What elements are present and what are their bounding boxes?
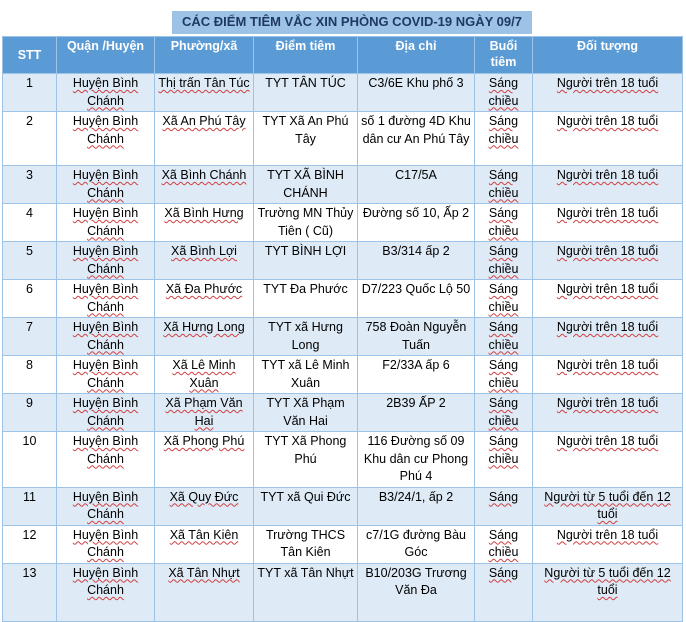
target-cell — [533, 318, 683, 356]
site-cell — [254, 487, 358, 525]
target-cell-text: Người trên 18 tuổi — [556, 244, 659, 258]
ward-cell — [155, 563, 254, 621]
district-cell — [57, 280, 155, 318]
district-cell-text: Huyện Bình Chánh — [72, 489, 139, 521]
site-cell — [254, 74, 358, 112]
session-cell — [475, 563, 533, 621]
row-number — [3, 166, 57, 204]
district-cell — [57, 525, 155, 563]
address-cell — [358, 356, 475, 394]
site-cell — [254, 318, 358, 356]
site-cell-text: TYT xã Lê Minh Xuân — [261, 358, 350, 390]
session-cell-text: Sáng chiều — [488, 396, 519, 428]
address-cell — [358, 318, 475, 356]
site-cell — [254, 432, 358, 488]
district-cell — [57, 563, 155, 621]
site-cell-text: TYT xã Qui Đức — [260, 489, 351, 504]
session-cell — [475, 112, 533, 166]
site-cell — [254, 394, 358, 432]
table-row — [3, 166, 683, 204]
district-cell — [57, 74, 155, 112]
ward-cell — [155, 394, 254, 432]
address-cell-text: B10/203G Trương Văn Đa — [365, 565, 467, 597]
site-cell — [254, 204, 358, 242]
row-number — [3, 356, 57, 394]
target-cell-text: Người trên 18 tuổi — [556, 206, 659, 220]
target-cell — [533, 204, 683, 242]
ward-cell — [155, 166, 254, 204]
site-cell-text: TYT xã Tân Nhựt — [257, 565, 354, 580]
header-target: Đối tượng — [533, 37, 683, 74]
district-cell — [57, 356, 155, 394]
district-cell-text: Huyện Bình Chánh — [72, 244, 139, 276]
address-cell-text: 758 Đoàn Nguyễn Tuấn — [365, 320, 467, 352]
district-cell-text: Huyện Bình Chánh — [72, 565, 139, 597]
row-number-text: 6 — [26, 282, 33, 296]
header-ward: Phường/xã — [155, 37, 254, 74]
address-cell-text: 116 Đường số 09 Khu dân cư Phong Phú 4 — [363, 434, 469, 483]
district-cell — [57, 204, 155, 242]
district-cell-text: Huyện Bình Chánh — [72, 434, 139, 466]
district-cell-text: Huyện Bình Chánh — [72, 396, 139, 428]
session-cell — [475, 487, 533, 525]
session-cell-text: Sáng chiều — [488, 114, 519, 146]
row-number-text: 4 — [26, 206, 33, 220]
ward-cell — [155, 525, 254, 563]
target-cell — [533, 280, 683, 318]
table-row — [3, 525, 683, 563]
row-number-text: 10 — [22, 434, 37, 448]
target-cell-text: Người từ 5 tuổi đến 12 tuổi — [544, 565, 671, 597]
address-cell-text: số 1 đường 4D Khu dân cư An Phú Tây — [361, 114, 471, 146]
row-number-text: 12 — [22, 527, 37, 542]
session-cell — [475, 318, 533, 356]
target-cell-text: Người trên 18 tuổi — [556, 434, 659, 448]
address-cell — [358, 487, 475, 525]
target-cell-text: Người trên 18 tuổi — [556, 320, 659, 334]
session-cell-text: Sáng chiều — [488, 358, 519, 390]
ward-cell-text: Xã Tân Nhựt — [168, 565, 240, 580]
table-row — [3, 394, 683, 432]
ward-cell-text: Xã An Phú Tây — [162, 114, 246, 128]
session-cell — [475, 242, 533, 280]
session-cell-text: Sáng chiều — [488, 76, 519, 108]
vaccination-table — [2, 36, 683, 622]
district-cell-text: Huyện Bình Chánh — [72, 527, 139, 559]
session-cell-text: Sáng chiều — [488, 320, 519, 352]
ward-cell — [155, 280, 254, 318]
address-cell-text: c7/1G đường Bàu Góc — [366, 527, 466, 559]
address-cell — [358, 525, 475, 563]
ward-cell — [155, 204, 254, 242]
address-cell — [358, 204, 475, 242]
address-cell-text: F2/33A ấp 6 — [382, 358, 450, 372]
address-cell-text: 2B39 ẤP 2 — [386, 396, 446, 410]
table-row — [3, 280, 683, 318]
ward-cell — [155, 432, 254, 488]
ward-cell-text: Xã Phạm Văn Hai — [165, 396, 243, 428]
row-number — [3, 112, 57, 166]
table-row — [3, 112, 683, 166]
address-cell — [358, 563, 475, 621]
ward-cell-text: Xã Phong Phú — [163, 434, 245, 448]
row-number-text: 3 — [26, 168, 33, 182]
table-row — [3, 487, 683, 525]
site-cell — [254, 242, 358, 280]
district-cell-text: Huyện Bình Chánh — [72, 282, 139, 314]
district-cell-text: Huyện Bình Chánh — [72, 114, 139, 146]
site-cell-text: Trường MN Thủy Tiên ( Cũ) — [257, 206, 354, 238]
address-cell-text: C3/6E Khu phố 3 — [368, 76, 464, 90]
site-cell-text: Trường THCS Tân Kiên — [265, 527, 346, 559]
row-number-text: 7 — [26, 320, 33, 334]
site-cell — [254, 525, 358, 563]
target-cell — [533, 487, 683, 525]
table-row — [3, 356, 683, 394]
address-cell — [358, 74, 475, 112]
session-cell-text: Sáng chiều — [488, 434, 519, 466]
site-cell-text: TYT Xã Phạm Văn Hai — [266, 396, 345, 428]
district-cell-text: Huyện Bình Chánh — [72, 320, 139, 352]
session-cell — [475, 204, 533, 242]
district-cell-text: Huyện Bình Chánh — [72, 206, 139, 238]
target-cell — [533, 112, 683, 166]
title-area — [0, 0, 686, 34]
row-number — [3, 242, 57, 280]
site-cell — [254, 563, 358, 621]
table-body — [3, 74, 683, 622]
page-title: CÁC ĐIỂM TIÊM VẮC XIN PHÒNG COVID-19 NGÀY 09/7 — [172, 11, 532, 34]
row-number-text: 9 — [26, 396, 33, 410]
row-number — [3, 394, 57, 432]
site-cell — [254, 112, 358, 166]
table-row — [3, 74, 683, 112]
address-cell — [358, 166, 475, 204]
ward-cell-text: Xã Bình Lợi — [171, 244, 237, 258]
target-cell-text: Người trên 18 tuổi — [556, 396, 659, 410]
header-stt: STT — [3, 37, 57, 74]
address-cell — [358, 112, 475, 166]
header-district: Quận /Huyện — [57, 37, 155, 74]
address-cell — [358, 280, 475, 318]
ward-cell — [155, 242, 254, 280]
row-number — [3, 563, 57, 621]
target-cell — [533, 432, 683, 488]
target-cell-text: Người trên 18 tuổi — [556, 527, 659, 542]
session-cell-text: Sáng chiều — [488, 282, 519, 314]
site-cell — [254, 280, 358, 318]
session-cell-text: Sáng chiều — [488, 527, 519, 559]
row-number-text: 1 — [26, 76, 33, 90]
session-cell-text: Sáng — [488, 565, 519, 580]
address-cell — [358, 432, 475, 488]
district-cell — [57, 166, 155, 204]
ward-cell-text: Xã Lê Minh Xuân — [172, 358, 236, 390]
address-cell-text: C17/5A — [395, 168, 437, 182]
address-cell — [358, 394, 475, 432]
address-cell-text: D7/223 Quốc Lộ 50 — [361, 282, 471, 296]
header-row — [3, 37, 683, 74]
site-cell-text: TYT BÌNH LỢI — [264, 244, 347, 258]
row-number — [3, 74, 57, 112]
ward-cell-text: Thị trấn Tân Túc — [158, 76, 250, 90]
table-row — [3, 563, 683, 621]
target-cell-text: Người trên 18 tuổi — [556, 114, 659, 128]
session-cell-text: Sáng chiều — [488, 206, 519, 238]
ward-cell — [155, 112, 254, 166]
row-number — [3, 487, 57, 525]
table-row — [3, 318, 683, 356]
ward-cell — [155, 318, 254, 356]
table-row — [3, 242, 683, 280]
target-cell — [533, 356, 683, 394]
target-cell — [533, 74, 683, 112]
ward-cell-text: Xã Bình Hưng — [164, 206, 244, 220]
district-cell — [57, 318, 155, 356]
table-row — [3, 204, 683, 242]
site-cell — [254, 166, 358, 204]
row-number — [3, 432, 57, 488]
ward-cell-text: Xã Tân Kiên — [169, 527, 239, 542]
table-row — [3, 432, 683, 488]
target-cell — [533, 242, 683, 280]
row-number — [3, 204, 57, 242]
target-cell-text: Người từ 5 tuổi đến 12 tuổi — [544, 489, 671, 521]
ward-cell-text: Xã Bình Chánh — [161, 168, 247, 182]
site-cell-text: TYT Xã An Phú Tây — [262, 114, 349, 146]
site-cell-text: TYT TÂN TÚC — [265, 76, 346, 90]
district-cell — [57, 432, 155, 488]
address-cell-text: B3/314 ấp 2 — [382, 244, 450, 258]
ward-cell-text: Xã Đa Phước — [165, 282, 243, 296]
ward-cell — [155, 487, 254, 525]
target-cell-text: Người trên 18 tuổi — [556, 358, 659, 372]
row-number-text: 5 — [26, 244, 33, 258]
target-cell — [533, 525, 683, 563]
session-cell — [475, 74, 533, 112]
ward-cell — [155, 74, 254, 112]
district-cell-text: Huyện Bình Chánh — [72, 168, 139, 200]
site-cell-text: TYT Đa Phước — [263, 282, 348, 296]
header-address: Địa chỉ — [358, 37, 475, 74]
session-cell-text: Sáng chiều — [488, 168, 519, 200]
session-cell — [475, 166, 533, 204]
row-number — [3, 280, 57, 318]
district-cell — [57, 112, 155, 166]
row-number-text: 2 — [26, 114, 33, 128]
site-cell — [254, 356, 358, 394]
ward-cell-text: Xã Quy Đức — [169, 489, 239, 504]
site-cell-text: TYT XÃ BÌNH CHÁNH — [267, 168, 344, 200]
district-cell — [57, 487, 155, 525]
target-cell-text: Người trên 18 tuổi — [556, 76, 659, 90]
district-cell — [57, 242, 155, 280]
session-cell-text: Sáng — [488, 489, 519, 504]
session-cell — [475, 394, 533, 432]
session-cell-text: Sáng chiều — [488, 244, 519, 276]
site-cell-text: TYT xã Hưng Long — [268, 320, 343, 352]
ward-cell-text: Xã Hưng Long — [163, 320, 245, 334]
address-cell-text: Đường số 10, Ấp 2 — [362, 206, 470, 220]
site-cell-text: TYT Xã Phong Phú — [264, 434, 347, 466]
target-cell-text: Người trên 18 tuổi — [556, 282, 659, 296]
target-cell — [533, 394, 683, 432]
ward-cell — [155, 356, 254, 394]
session-cell — [475, 432, 533, 488]
district-cell — [57, 394, 155, 432]
district-cell-text: Huyện Bình Chánh — [72, 358, 139, 390]
session-cell — [475, 280, 533, 318]
session-cell — [475, 356, 533, 394]
header-site: Điểm tiêm — [254, 37, 358, 74]
row-number-text: 11 — [23, 489, 36, 504]
target-cell — [533, 166, 683, 204]
row-number — [3, 525, 57, 563]
address-cell — [358, 242, 475, 280]
target-cell-text: Người trên 18 tuổi — [556, 168, 659, 182]
row-number-text: 8 — [26, 358, 33, 372]
row-number — [3, 318, 57, 356]
row-number-text: 13 — [22, 565, 37, 580]
session-cell — [475, 525, 533, 563]
district-cell-text: Huyện Bình Chánh — [72, 76, 139, 108]
address-cell-text: B3/24/1, ấp 2 — [378, 489, 454, 504]
header-session: Buổi tiêm — [475, 37, 533, 74]
target-cell — [533, 563, 683, 621]
